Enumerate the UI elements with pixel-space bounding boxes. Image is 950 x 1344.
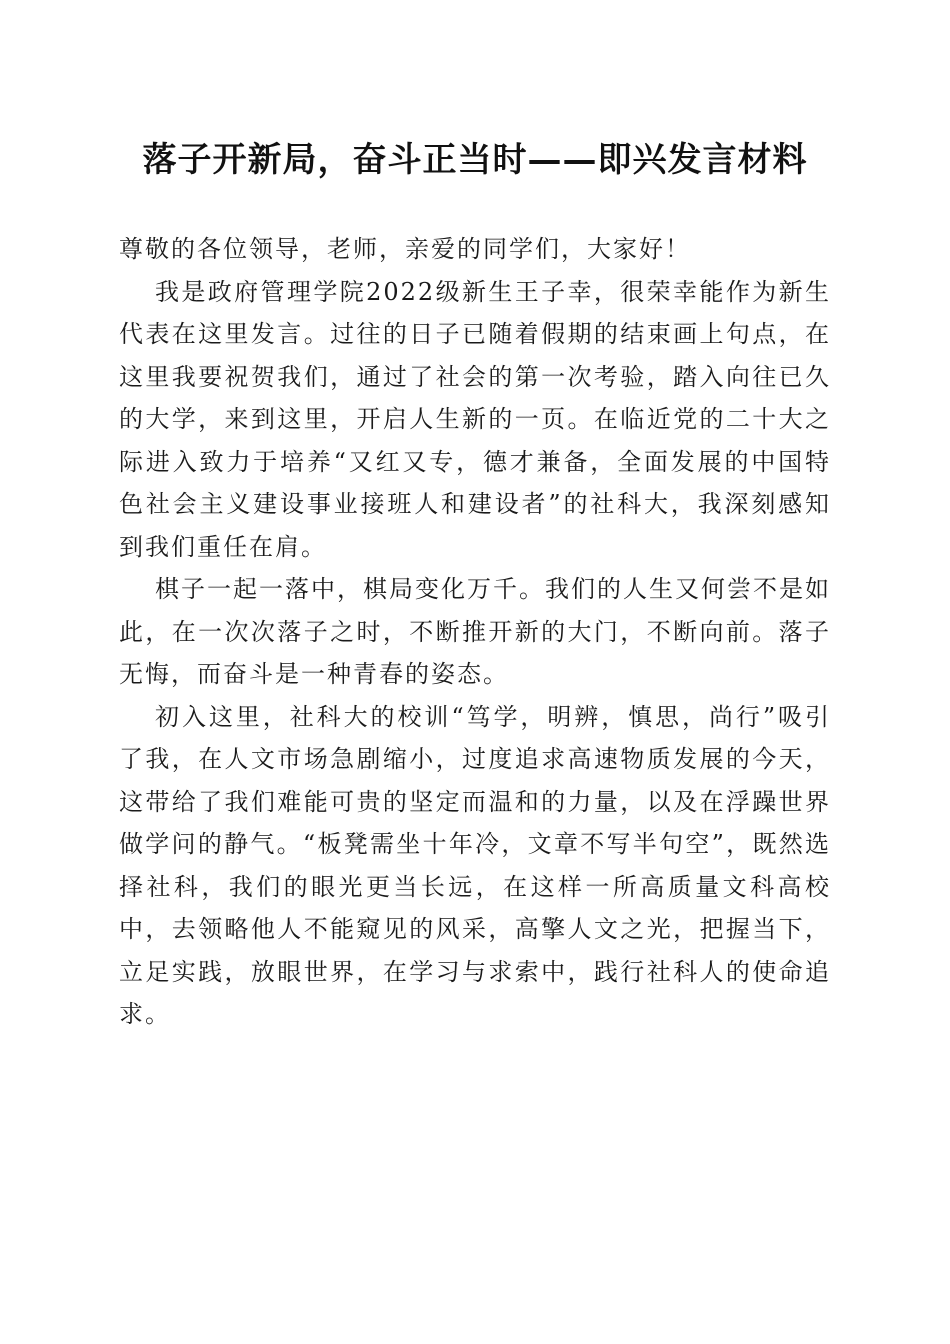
paragraph-intro: 我是政府管理学院2022级新生王子幸，很荣幸能作为新生代表在这里发言。过往的日子已随着假期的结束画上句点，在这里我要祝贺我们，通过了社会的第一次考验，踏入向往已久的大学，来到这里，开启人生新的一页。在临近党的二十大之际进入致力于培养“又红又专，德才兼备，全面发展的中国特色社会主义建设事业接班人和建设者”的社科大，我深刻感知到我们重任在肩。 (119, 277, 831, 561)
paragraph-chess: 棋子一起一落中，棋局变化万千。我们的人生又何尝不是如此，在一次次落子之时，不断推开新的大门，不断向前。落子无悔，而奋斗是一种青春的姿态。 (119, 575, 831, 688)
document-title: 落子开新局，奋斗正当时——即兴发言材料 (142, 140, 808, 180)
greeting-paragraph: 尊敬的各位领导，老师，亲爱的同学们，大家好！ (119, 235, 691, 263)
paragraph-motto: 初入这里，社科大的校训“笃学，明辨，慎思，尚行”吸引了我，在人文市场急剧缩小，过度追求高速物质发展的今天，这带给了我们难能可贵的坚定而温和的力量，以及在浮躁世界做学问的静气。“板凳需坐十年冷，文章不写半句空”，既然选择社科，我们的眼光更当长远，在这样一所高质量文科高校中，去领略他人不能窥见的风采，高擎人文之光，把握当下，立足实践，放眼世界，在学习与求索中，践行社科人的使命追求。 (119, 702, 831, 1028)
document-body (119, 228, 831, 1036)
